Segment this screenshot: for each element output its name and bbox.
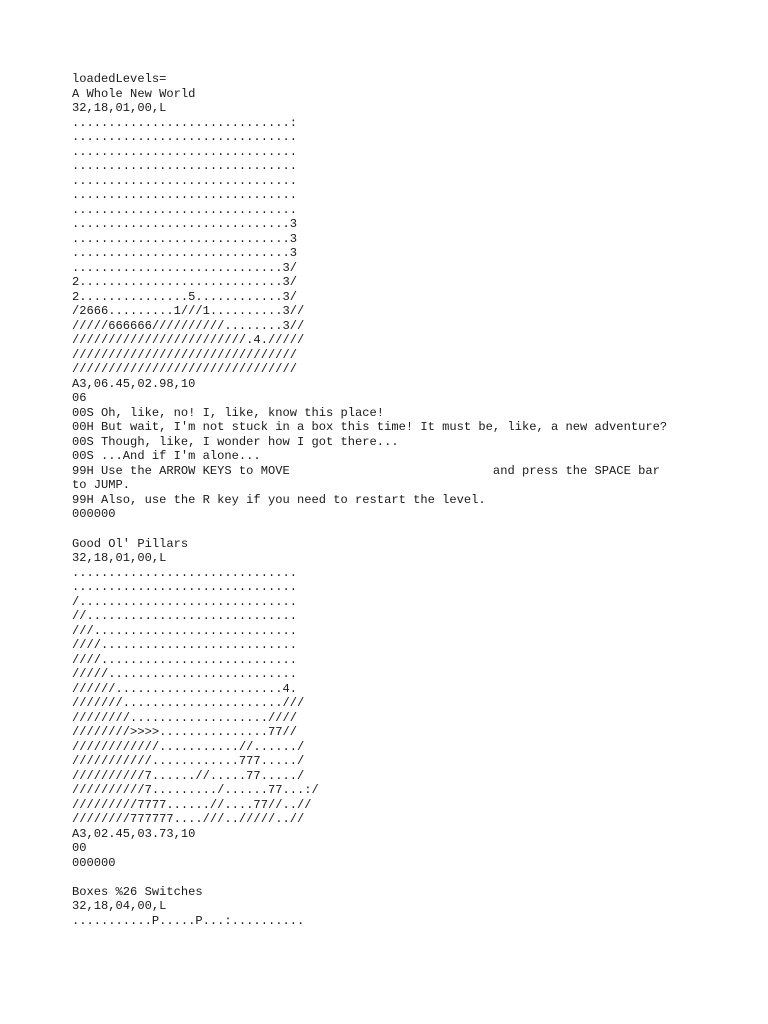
text-line: ///............................ (72, 623, 297, 638)
text-line: ............................... (72, 144, 297, 159)
text-line: 32,18,01,00,L (72, 551, 167, 566)
text-line: /////666666//////////........3// (72, 318, 305, 333)
text-line: 00S Though, like, I wonder how I got there... (72, 434, 399, 449)
text-line: Good Ol' Pillars (72, 536, 189, 551)
text-line: 06 (72, 391, 87, 406)
text-line: 32,18,01,00,L (72, 101, 167, 116)
text-line: loadedLevels= (72, 72, 167, 86)
text-line: ............................... (72, 159, 297, 174)
text-line: 99H Use the ARROW KEYS to MOVE and press the SPACE bar (72, 463, 660, 478)
text-line: ////////////...........//....../ (72, 739, 305, 754)
text-line: 32,18,04,00,L (72, 899, 167, 914)
text-line: ////////>>>>...............77// (72, 725, 297, 740)
text-line: ..............................3 (72, 231, 297, 246)
text-line: ////////777777....///../////..// (72, 812, 305, 827)
blank-line (72, 870, 712, 885)
text-line: /.............................. (72, 594, 297, 609)
text-line: ////////////////////////.4.///// (72, 333, 305, 348)
text-line: ////........................... (72, 652, 297, 667)
text-line: 000000 (72, 855, 116, 870)
text-line: //////////7........./......77...:/ (72, 783, 319, 798)
text-line: ............................... (72, 565, 297, 580)
text-line: /////////////////////////////// (72, 362, 297, 377)
text-line: /////.......................... (72, 667, 297, 682)
text-line: .............................3/ (72, 260, 297, 275)
text-line: A3,02.45,03.73,10 (72, 826, 196, 841)
text-line: 2...............5............3/ (72, 289, 297, 304)
text-line: ...........P.....P...:.......... (72, 913, 305, 928)
text-line: //////////7......//.....77...../ (72, 768, 305, 783)
text-line: Boxes %26 Switches (72, 884, 203, 899)
text-line: 00H But wait, I'm not stuck in a box this time! It must be, like, a new adventure? (72, 420, 668, 435)
blank-line (72, 522, 712, 537)
text-line: ////........................... (72, 638, 297, 653)
text-line: ............................... (72, 173, 297, 188)
text-line: 00 (72, 841, 87, 856)
text-line: /2666.........1///1..........3// (72, 304, 305, 319)
level-data-text (72, 72, 712, 928)
text-line: //............................. (72, 609, 297, 624)
text-line: ............................... (72, 202, 297, 217)
text-line: ///////////............777...../ (72, 754, 305, 769)
text-line: A Whole New World (72, 86, 196, 101)
text-line: 00S ...And if I'm alone... (72, 449, 261, 464)
text-line: ///////....................../// (72, 696, 305, 711)
text-line: /////////7777......//....77//..// (72, 797, 312, 812)
text-line: ............................... (72, 188, 297, 203)
text-line: 99H Also, use the R key if you need to restart the level. (72, 492, 486, 507)
text-line: ////////...................//// (72, 710, 297, 725)
text-line: to JUMP. (72, 478, 131, 493)
text-line: ..............................3 (72, 246, 297, 261)
text-line: A3,06.45,02.98,10 (72, 376, 196, 391)
text-line: 2............................3/ (72, 275, 297, 290)
text-line: ..............................: (72, 115, 297, 130)
text-line: ..............................3 (72, 217, 297, 232)
text-line: 000000 (72, 507, 116, 522)
text-line: ............................... (72, 130, 297, 145)
text-line: 00S Oh, like, no! I, like, know this place! (72, 405, 385, 420)
text-line: /////////////////////////////// (72, 347, 297, 362)
text-line: ............................... (72, 580, 297, 595)
text-line: //////.......................4. (72, 681, 297, 696)
